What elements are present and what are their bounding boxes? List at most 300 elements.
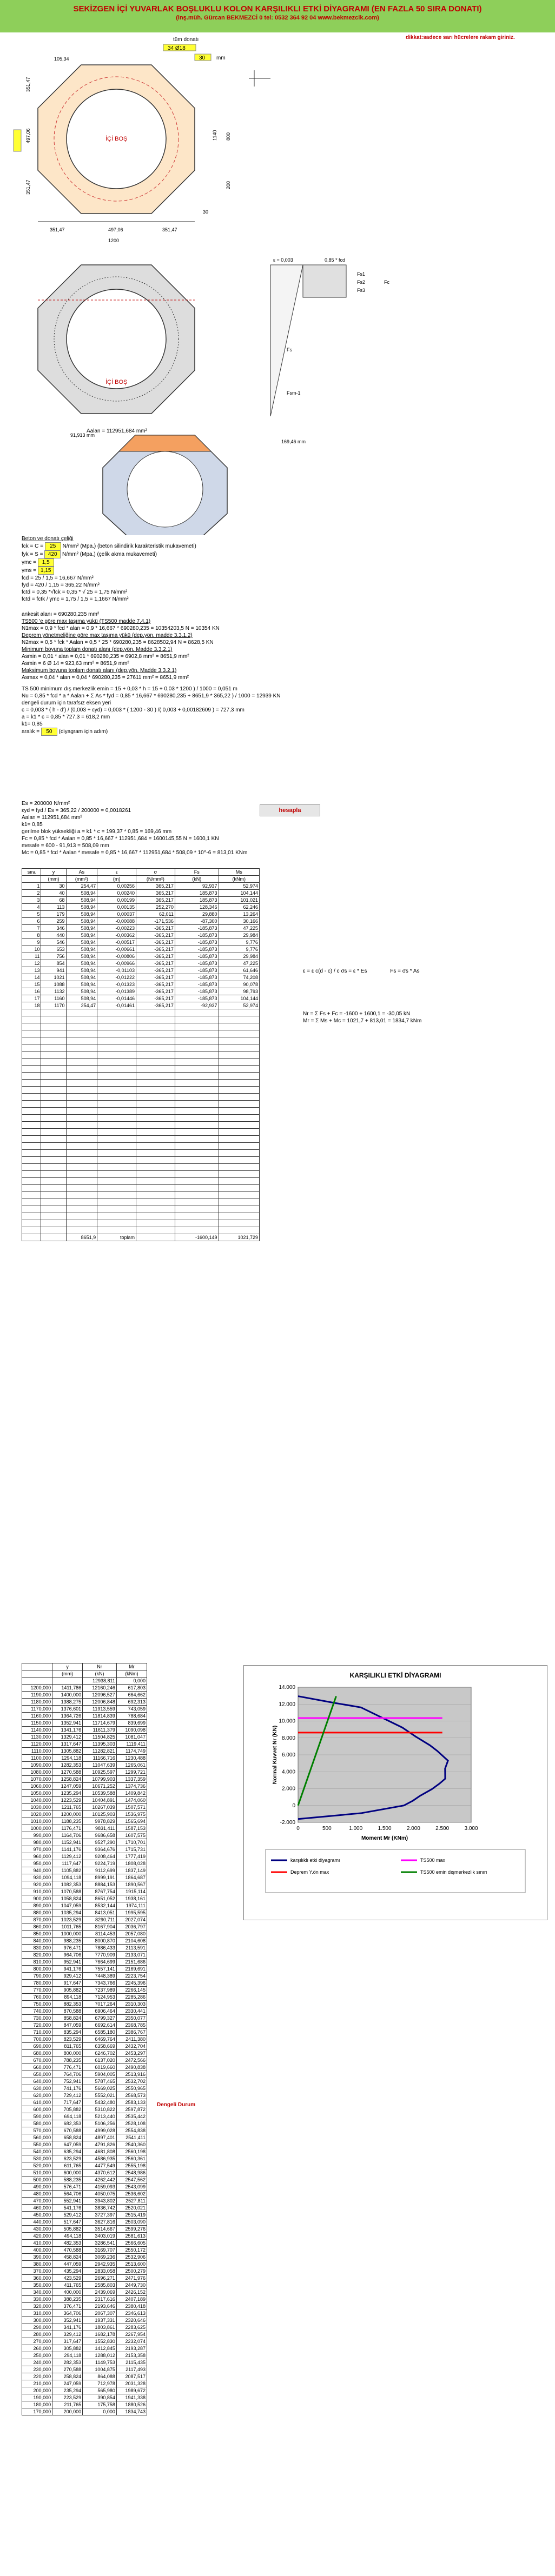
table-cell: 2027,074: [116, 1916, 147, 1923]
table-cell: 690,000: [22, 2043, 52, 2050]
table-cell: [136, 1051, 175, 1059]
table-cell: 2386,767: [116, 2029, 147, 2036]
table-cell: -0,01461: [97, 1002, 136, 1009]
calc-line: ankesit alanı = 690280,235 mm²: [22, 611, 100, 617]
table-cell: 1337,359: [116, 1776, 147, 1783]
table-row: [22, 1199, 260, 1206]
legend-label: karşılıklı etki diyagramı: [290, 1858, 340, 1863]
table-cell: 952,941: [52, 1959, 83, 1966]
table-row: [22, 2071, 147, 2078]
table-row: [22, 2184, 147, 2191]
table-cell: [97, 1143, 136, 1150]
table-cell: [41, 1094, 66, 1101]
aralik-input[interactable]: 50: [41, 728, 57, 736]
table-cell: [97, 1059, 136, 1066]
col-header: ε: [97, 869, 136, 876]
table-cell: [175, 1009, 219, 1016]
table-cell: 10: [22, 946, 41, 953]
table-row: [22, 946, 260, 953]
table-row: [22, 1023, 260, 1030]
table-cell: [97, 1185, 136, 1192]
dim-left-1: 351,47: [25, 77, 31, 92]
table-cell: 14: [22, 974, 41, 981]
table-cell: 254,47: [66, 883, 97, 890]
table-row: [22, 932, 260, 939]
table-cell: [219, 1051, 259, 1059]
table-cell: 2133,071: [116, 1952, 147, 1959]
table-cell: 800,000: [52, 2050, 83, 2057]
table-row: [22, 1980, 147, 1987]
col-header: [22, 1663, 52, 1670]
table-cell: [219, 1136, 259, 1143]
col-header: σ: [136, 869, 175, 876]
table-cell: 6019,660: [83, 2064, 117, 2071]
table-cell: [97, 1108, 136, 1115]
table-cell: 300,000: [22, 2317, 52, 2324]
table-cell: [175, 1122, 219, 1129]
table-cell: [66, 1044, 97, 1051]
table-cell: [66, 1094, 97, 1101]
table-cell: 2833,058: [83, 2268, 117, 2275]
table-cell: 400,000: [52, 2289, 83, 2296]
table-cell: 2555,198: [116, 2162, 147, 2169]
table-cell: 9686,658: [83, 1832, 117, 1839]
table-cell: [41, 1213, 66, 1220]
table-cell: 2513,600: [116, 2261, 147, 2268]
table-row: [22, 2050, 147, 2057]
table-cell: 2426,152: [116, 2289, 147, 2296]
table-row: [22, 1051, 260, 1059]
table-cell: [175, 1101, 219, 1108]
table-cell: 905,882: [52, 1987, 83, 1994]
table-cell: 550,000: [22, 2141, 52, 2148]
table-row: [22, 1811, 147, 1818]
table-cell: 0,000: [83, 2408, 117, 2415]
table-row: [22, 2219, 147, 2226]
table-row: [22, 1987, 147, 1994]
table-cell: 3943,802: [83, 2198, 117, 2205]
hollow-label: İÇİ BOŞ: [105, 136, 128, 142]
table-cell: -365,217: [136, 981, 175, 988]
table-cell: [219, 1044, 259, 1051]
table-row: [22, 1136, 260, 1143]
table-cell: 4999,028: [83, 2127, 117, 2134]
table-cell: 346: [41, 925, 66, 932]
table-cell: 230,000: [22, 2366, 52, 2373]
table-cell: 470,000: [22, 2198, 52, 2205]
fc-label: Fc: [384, 279, 389, 285]
table-cell: [22, 1199, 41, 1206]
table-row: [22, 883, 260, 890]
fck-unit: N/mm² (Mpa.) (beton silindirik karakteristik mukavemeti): [62, 543, 196, 549]
table-cell: [175, 1178, 219, 1185]
table-cell: [136, 1009, 175, 1016]
table-cell: 1890,567: [116, 1881, 147, 1888]
table-row: [22, 1087, 260, 1094]
table-cell: 1011,765: [52, 1923, 83, 1931]
table-row: [22, 2099, 147, 2106]
table-cell: 508,94: [66, 939, 97, 946]
table-cell: 1223,529: [52, 1797, 83, 1804]
warning-note: dikkat:sadece sarı hücrelere rakam giriniz.: [406, 35, 515, 41]
table-cell: 329,412: [52, 2331, 83, 2338]
table-cell: -365,217: [136, 1002, 175, 1009]
table-cell: 520,000: [22, 2162, 52, 2169]
calc-section: [22, 611, 508, 736]
table-row: [22, 1832, 147, 1839]
table-cell: 7017,264: [83, 2001, 117, 2008]
table-cell: -185,873: [175, 981, 219, 988]
table-cell: 508,94: [66, 960, 97, 967]
table-cell: 1837,149: [116, 1867, 147, 1874]
table-cell: [136, 1073, 175, 1080]
table-row: [22, 2373, 147, 2380]
calculate-button[interactable]: hesapla: [260, 804, 320, 816]
table-cell: 1409,842: [116, 1790, 147, 1797]
table-cell: 752,941: [52, 2078, 83, 2085]
table-cell: [22, 1037, 41, 1044]
col-header: y: [52, 1663, 83, 1670]
fck-input[interactable]: 25: [45, 542, 61, 550]
col-unit: [22, 876, 41, 883]
total-cell: [41, 1234, 66, 1241]
formula-force: Fs = σs * As: [390, 968, 420, 974]
table-cell: -87,300: [175, 918, 219, 925]
table-cell: 920,000: [22, 1881, 52, 1888]
table-cell: [136, 1164, 175, 1171]
table-cell: 360,000: [22, 2275, 52, 2282]
table-cell: 564,706: [52, 2191, 83, 2198]
table-cell: [219, 1192, 259, 1199]
table-row: [22, 1206, 260, 1213]
table-cell: 541,176: [52, 2205, 83, 2212]
table-cell: 12: [22, 960, 41, 967]
table-cell: [66, 1108, 97, 1115]
table-cell: 190,000: [22, 2394, 52, 2401]
table-cell: 1682,178: [83, 2331, 117, 2338]
table-cell: 2490,838: [116, 2064, 147, 2071]
table-cell: [66, 1059, 97, 1066]
table-cell: 4262,442: [83, 2176, 117, 2184]
table-cell: 1200,000: [22, 1685, 52, 1692]
table-row: [22, 1685, 147, 1692]
table-cell: 450,000: [22, 2212, 52, 2219]
table-cell: [66, 1136, 97, 1143]
table-cell: -185,873: [175, 946, 219, 953]
table-cell: 247,059: [52, 2380, 83, 2387]
col-unit: (N/mm²): [136, 876, 175, 883]
table-cell: 460,000: [22, 2205, 52, 2212]
table-cell: 508,94: [66, 988, 97, 995]
table-cell: [97, 1087, 136, 1094]
table-cell: [22, 1122, 41, 1129]
table-cell: 10125,903: [83, 1811, 117, 1818]
table-cell: 929,412: [52, 1973, 83, 1980]
table-cell: 1: [22, 883, 41, 890]
gs-input[interactable]: 1,15: [38, 567, 54, 575]
table-cell: [41, 1206, 66, 1213]
table-cell: 508,94: [66, 904, 97, 911]
table-cell: [66, 1030, 97, 1037]
table-cell: 710,000: [22, 2029, 52, 2036]
table-row: [22, 1881, 147, 1888]
gc-input[interactable]: 1,5: [38, 558, 54, 567]
table-cell: 13,264: [219, 911, 259, 918]
table-cell: 8884,153: [83, 1881, 117, 1888]
calc-line: dengeli durum için tarafsız eksen yeri: [22, 700, 111, 706]
table-cell: 1230,488: [116, 1755, 147, 1762]
table-cell: -185,873: [175, 988, 219, 995]
mr-line: Mr = Σ Ms + Mc = 1021,7 + 813,01 = 1834,7 kNm: [303, 1018, 422, 1024]
table-cell: -185,873: [175, 939, 219, 946]
table-cell: 712,978: [83, 2380, 117, 2387]
table-cell: [22, 1192, 41, 1199]
table-cell: -185,873: [175, 995, 219, 1002]
table-cell: -365,217: [136, 974, 175, 981]
x-tick-label: 2.500: [435, 1826, 450, 1832]
table-cell: 30: [41, 883, 66, 890]
table-cell: [22, 1136, 41, 1143]
table-cell: 259: [41, 918, 66, 925]
interaction-chart: [243, 1665, 547, 1920]
table-cell: [41, 1044, 66, 1051]
col-header: Nr: [83, 1663, 117, 1670]
table-cell: 1140,000: [22, 1727, 52, 1734]
table-cell: 2568,573: [116, 2092, 147, 2099]
calc-line: Asmin = 6 Ø 14 = 923,63 mm² = 8651,9 mm²: [22, 661, 129, 667]
table-cell: 180,000: [22, 2401, 52, 2408]
fsm-label: Fsm-1: [287, 390, 301, 396]
table-row: [22, 925, 260, 932]
table-cell: 8167,904: [83, 1923, 117, 1931]
table-cell: 7770,909: [83, 1952, 117, 1959]
table-row: [22, 2078, 147, 2085]
x-tick-label: 3.000: [464, 1826, 478, 1832]
table-cell: 5669,025: [83, 2085, 117, 2092]
table-cell: -0,01103: [97, 967, 136, 974]
bal-line: εyd = fyd / Es = 365,22 / 200000 = 0,0018261: [22, 808, 131, 814]
table-cell: [175, 1206, 219, 1213]
table-cell: 370,000: [22, 2268, 52, 2275]
table-cell: [41, 1101, 66, 1108]
table-cell: 8114,453: [83, 1931, 117, 1938]
table-cell: 240,000: [22, 2359, 52, 2366]
table-row: [22, 1931, 147, 1938]
table-cell: [66, 1164, 97, 1171]
table-cell: 2585,803: [83, 2282, 117, 2289]
table-cell: 1710,701: [116, 1839, 147, 1846]
table-cell: 470,588: [52, 2247, 83, 2254]
table-cell: [66, 1101, 97, 1108]
table-cell: 350,000: [22, 2282, 52, 2289]
table-cell: 2266,145: [116, 1987, 147, 1994]
table-row: [22, 1150, 260, 1157]
table-row: [22, 1122, 260, 1129]
table-row: [22, 1727, 147, 1734]
table-cell: [175, 1129, 219, 1136]
table-cell: 1607,575: [116, 1832, 147, 1839]
page-title: SEKİZGEN İÇİ YUVARLAK BOŞLUKLU KOLON KARŞILIKLI ETKİ DİYAGRAMI (EN FAZLA 50 SIRA DONATI): [73, 4, 482, 14]
table-cell: 647,059: [52, 2141, 83, 2148]
table-cell: -365,217: [136, 925, 175, 932]
table-cell: [41, 1066, 66, 1073]
table-cell: [97, 1023, 136, 1030]
table-cell: [22, 1016, 41, 1023]
table-row: [22, 2226, 147, 2233]
table-cell: 1507,571: [116, 1804, 147, 1811]
table-cell: 5432,480: [83, 2099, 117, 2106]
table-cell: 4050,075: [83, 2191, 117, 2198]
fs2-label: Fs2: [357, 279, 366, 285]
table-cell: [219, 1030, 259, 1037]
table-row: [22, 911, 260, 918]
table-cell: 680,000: [22, 2050, 52, 2057]
table-cell: 750,000: [22, 2001, 52, 2008]
fyd-line: fyd = 420 / 1,15 = 365,22 N/mm²: [22, 582, 100, 588]
table-cell: [97, 1136, 136, 1143]
table-row: [22, 1734, 147, 1741]
table-cell: 0,00256: [97, 883, 136, 890]
dim-35147-a: 351,47: [50, 227, 65, 232]
table-cell: 2193,287: [116, 2345, 147, 2352]
table-row: [22, 2015, 147, 2022]
table-row: [22, 2380, 147, 2387]
table-cell: 2104,608: [116, 1938, 147, 1945]
table-cell: [97, 1157, 136, 1164]
table-cell: 254,47: [66, 1002, 97, 1009]
eps-label: ε = 0,003: [273, 257, 293, 263]
x-tick-label: 1.500: [378, 1826, 392, 1832]
table-cell: 6799,327: [83, 2015, 117, 2022]
fyk-input[interactable]: 420: [44, 550, 61, 558]
table-row: [22, 1108, 260, 1115]
table-cell: 635,294: [52, 2148, 83, 2155]
col-header: Ms: [219, 869, 259, 876]
bal-line: gerilme blok yüksekliği a = k1 * c = 199,37 * 0,85 = 169,46 mm: [22, 829, 172, 835]
table-cell: 2581,613: [116, 2233, 147, 2240]
table-cell: 1023,529: [52, 1916, 83, 1923]
table-cell: 1080,000: [22, 1769, 52, 1776]
table-cell: 980,000: [22, 1839, 52, 1846]
table-cell: 960,000: [22, 1853, 52, 1860]
table-cell: 2330,441: [116, 2008, 147, 2015]
table-cell: -0,01222: [97, 974, 136, 981]
table-cell: [66, 1023, 97, 1030]
table-cell: 29,984: [219, 953, 259, 960]
table-cell: [136, 1220, 175, 1227]
dim-16946: 169,46 mm: [281, 439, 306, 444]
table-row: [22, 2155, 147, 2162]
table-cell: [66, 1157, 97, 1164]
table-cell: [22, 1220, 41, 1227]
table-cell: 1164,706: [52, 1832, 83, 1839]
table-cell: 1047,059: [52, 1902, 83, 1909]
fs-label: Fs: [287, 347, 292, 352]
table-cell: -365,217: [136, 946, 175, 953]
table-row: [22, 890, 260, 897]
table-row: [22, 1037, 260, 1044]
table-row: [22, 1706, 147, 1713]
table-cell: [175, 1023, 219, 1030]
table-cell: [136, 1129, 175, 1136]
table-cell: 280,000: [22, 2331, 52, 2338]
table-cell: 508,94: [66, 925, 97, 932]
table-cell: 29,880: [175, 911, 219, 918]
table-cell: 68: [41, 897, 66, 904]
table-cell: 317,647: [52, 2338, 83, 2345]
table-cell: 305,882: [52, 2345, 83, 2352]
table-cell: 294,118: [52, 2352, 83, 2359]
table-cell: [41, 1171, 66, 1178]
table-cell: 2520,021: [116, 2205, 147, 2212]
table-cell: 10539,588: [83, 1790, 117, 1797]
table-cell: 423,529: [52, 2275, 83, 2282]
cover-value: 30: [199, 55, 206, 61]
legend-label: TS500 emin dışmerkezlik sınırı: [420, 1869, 487, 1875]
table-cell: 1937,331: [83, 2317, 117, 2324]
table-cell: 540,000: [22, 2148, 52, 2155]
table-cell: [219, 1108, 259, 1115]
table-cell: 61,646: [219, 967, 259, 974]
table-cell: 1235,294: [52, 1790, 83, 1797]
table-cell: -365,217: [136, 967, 175, 974]
table-row: [22, 1044, 260, 1051]
calc-line: Asmin = 0,01 * alan = 0,01 * 690280,235 = 6902,8 mm² = 8651,9 mm²: [22, 654, 189, 660]
y-tick-label: 10.000: [279, 1718, 295, 1725]
bar-table-units: [22, 876, 260, 883]
table-cell: -0,00088: [97, 918, 136, 925]
table-cell: 340,000: [22, 2289, 52, 2296]
table-cell: -365,217: [136, 988, 175, 995]
table-cell: [41, 1150, 66, 1157]
table-cell: [41, 1178, 66, 1185]
table-cell: 2: [22, 890, 41, 897]
table-cell: [22, 1044, 41, 1051]
fyk-label: fyk = S =: [22, 551, 43, 557]
chart-title: KARŞILIKLI ETKİ DİYAGRAMI: [349, 1672, 441, 1679]
table-cell: 508,94: [66, 918, 97, 925]
table-cell: 16: [22, 988, 41, 995]
table-cell: -0,01323: [97, 981, 136, 988]
table-cell: 882,353: [52, 2001, 83, 2008]
table-cell: 2535,442: [116, 2113, 147, 2120]
table-cell: [66, 1227, 97, 1234]
table-cell: 185,873: [175, 897, 219, 904]
table-row: [22, 1016, 260, 1023]
table-row: [22, 2092, 147, 2099]
table-cell: 6246,702: [83, 2050, 117, 2057]
table-cell: [219, 1178, 259, 1185]
table-cell: 694,118: [52, 2113, 83, 2120]
table-cell: 7448,389: [83, 1973, 117, 1980]
table-cell: 1040,000: [22, 1797, 52, 1804]
table-cell: 588,235: [52, 2176, 83, 2184]
table-cell: 270,000: [22, 2338, 52, 2345]
table-cell: [22, 1030, 41, 1037]
table-cell: [136, 1157, 175, 1164]
table-cell: 600,000: [22, 2106, 52, 2113]
table-cell: [219, 1185, 259, 1192]
table-row: [22, 2268, 147, 2275]
table-cell: 653: [41, 946, 66, 953]
table-cell: [175, 1094, 219, 1101]
table-cell: 0,00240: [97, 890, 136, 897]
table-cell: [175, 1073, 219, 1080]
page-subtitle: (inş.müh. Gürcan BEKMEZCİ 0 tel: 0532 364 92 04 www.bekmezcik.com): [176, 15, 379, 21]
table-cell: [41, 1023, 66, 1030]
height-input[interactable]: [14, 130, 21, 151]
table-cell: 11047,639: [83, 1762, 117, 1769]
